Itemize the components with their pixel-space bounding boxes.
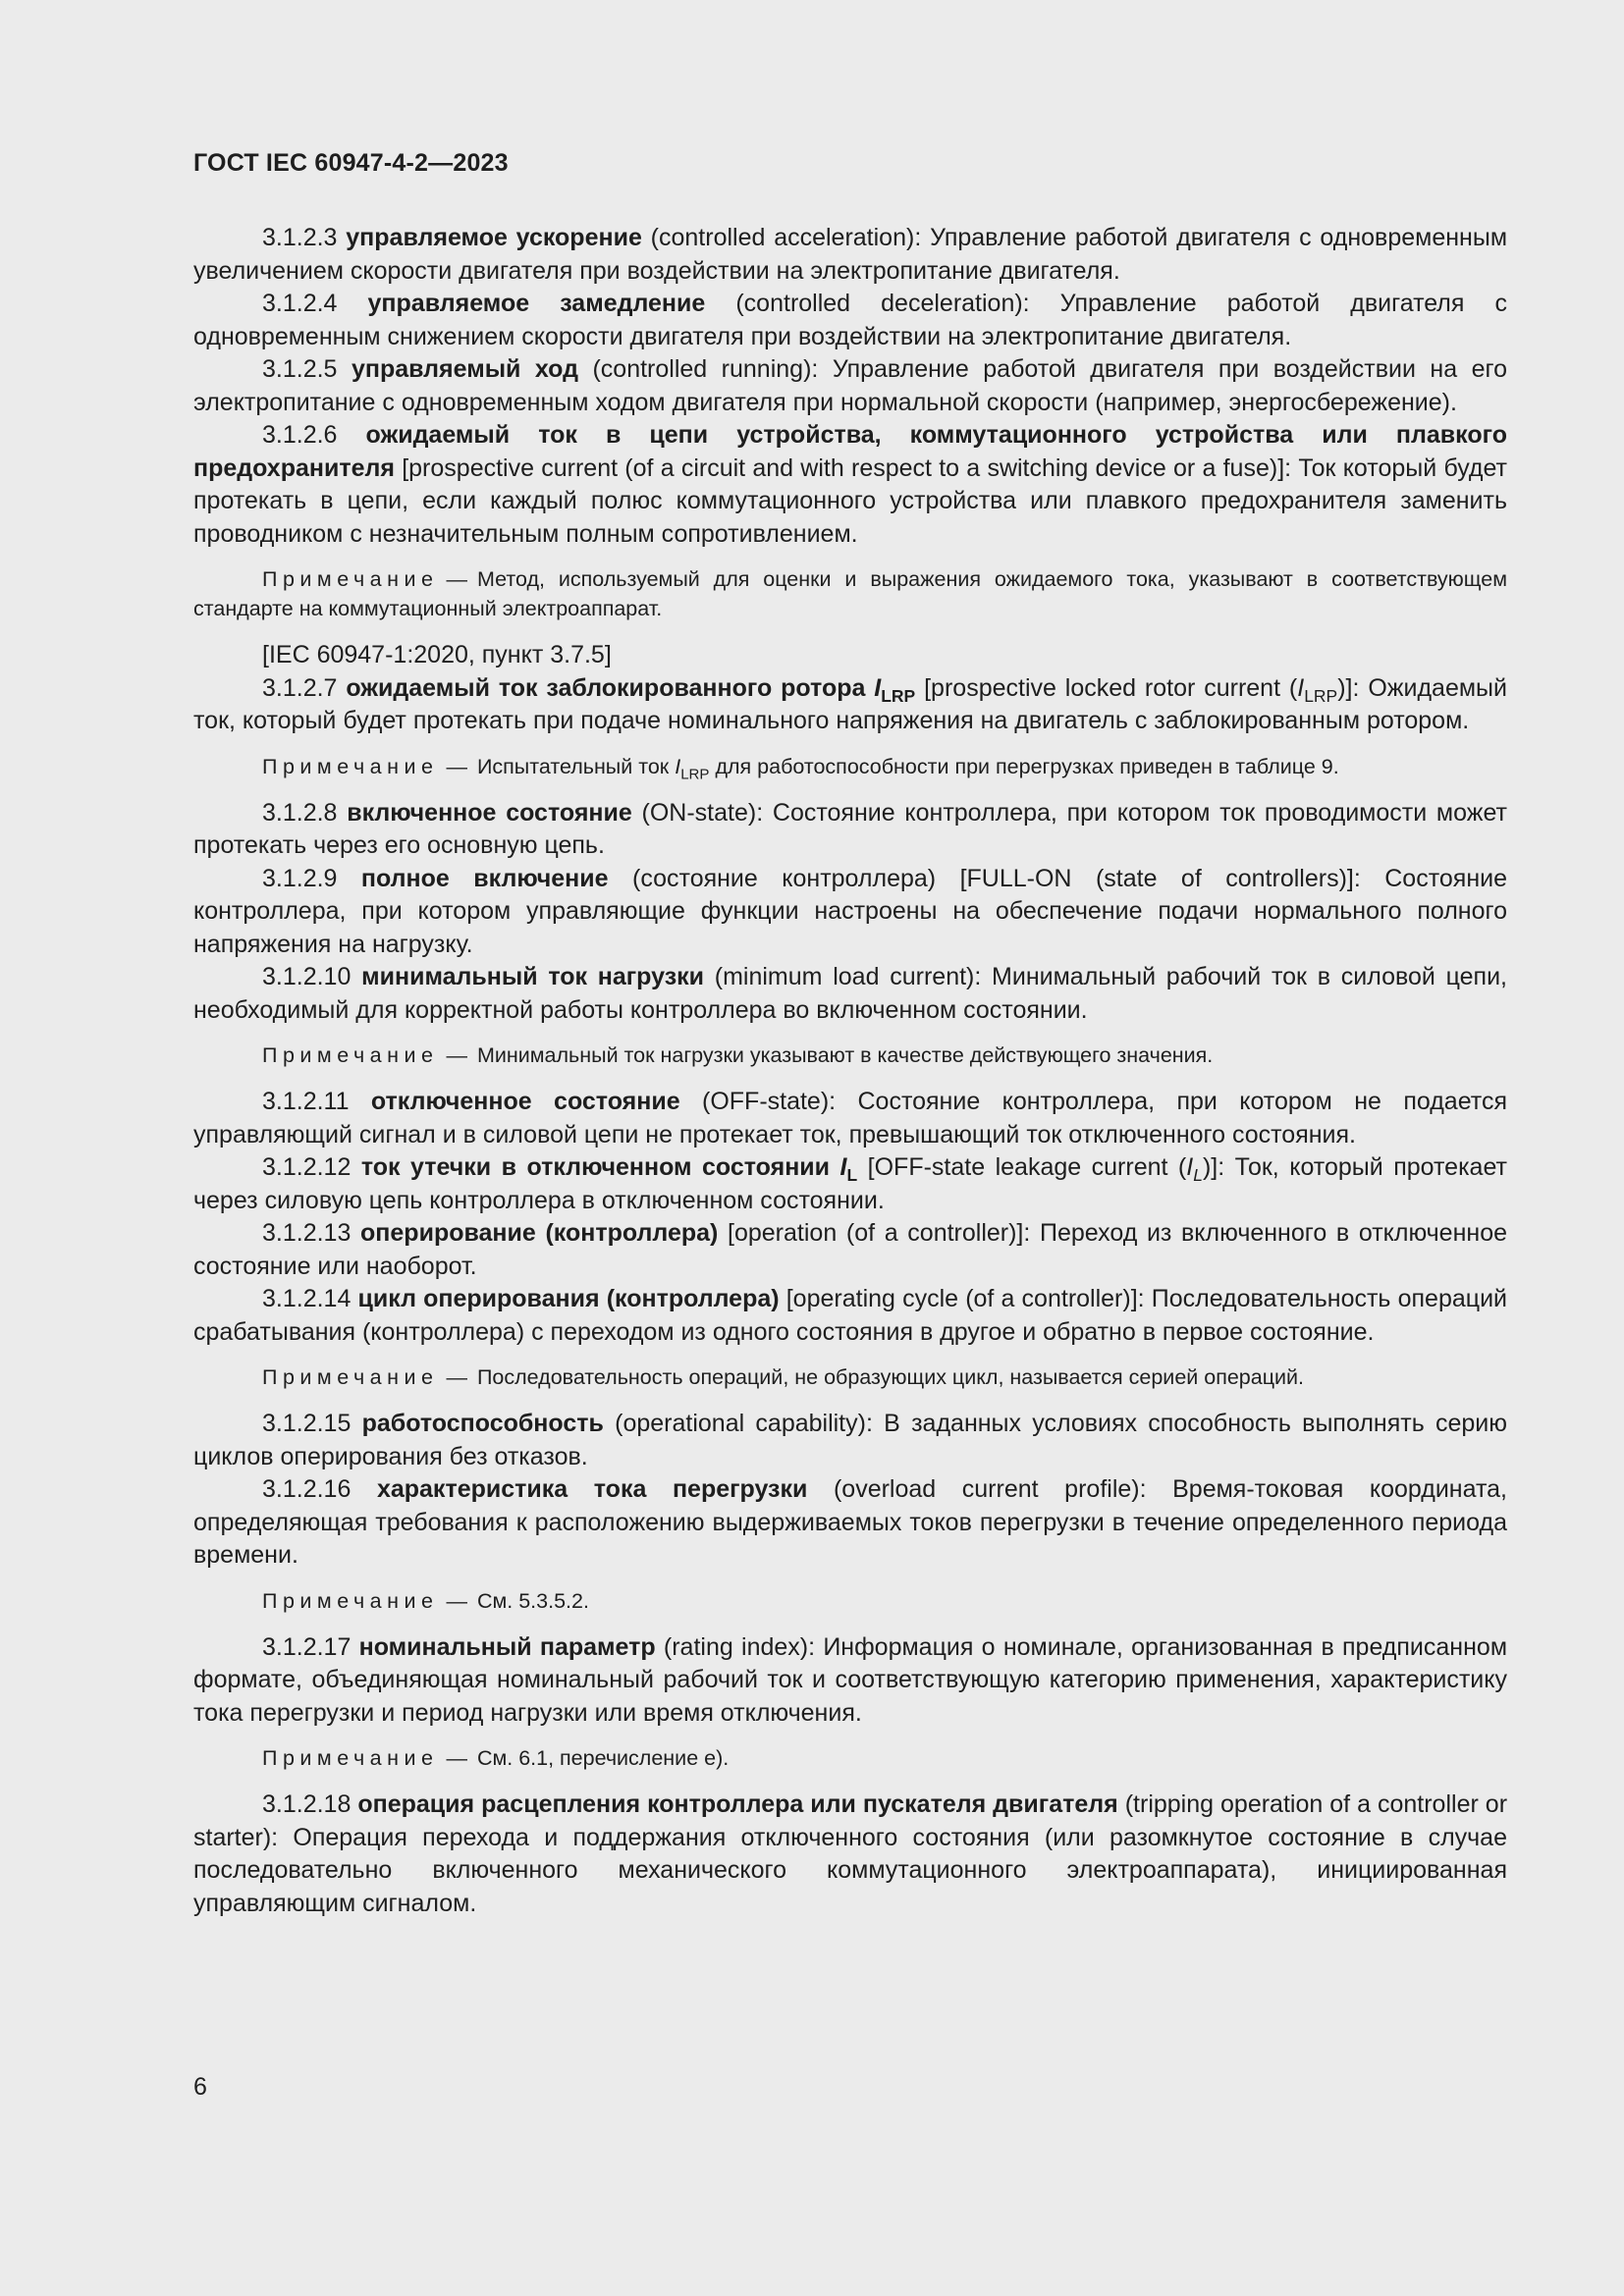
term-definition: (OFF-state): Состояние контроллера, при котором не подается управляющий сигнал и в силовой цепи не протекает ток, превышающий ток отключенного состояния.: [193, 1088, 1507, 1148]
note-text: Минимальный ток нагрузки указывают в качестве действующего значения.: [476, 1043, 1214, 1067]
term-entry-3-1-2-15: [193, 1408, 1507, 1473]
term-number: 3.1.2.11: [262, 1088, 350, 1115]
term-number: 3.1.2.17: [262, 1632, 352, 1661]
note-dash: —: [446, 1365, 467, 1389]
note-text: для работоспособности при перегрузках приведен в таблице 9.: [709, 754, 1339, 778]
term-name: управляемое замедление: [367, 290, 706, 317]
term-definition: [prospective locked rotor current (: [915, 673, 1298, 702]
term-number: 3.1.2.15: [262, 1410, 352, 1437]
source-reference: [IEC 60947-1:2020, пункт 3.7.5]: [262, 641, 612, 668]
term-entry-3-1-2-4: [193, 288, 1507, 353]
term-number: 3.1.2.6: [262, 421, 338, 449]
term-name: управляемое ускорение: [346, 224, 642, 251]
note-dash: —: [446, 1746, 467, 1770]
term-number: 3.1.2.13: [262, 1219, 352, 1247]
symbol: I: [1297, 673, 1305, 702]
term-number: 3.1.2.10: [262, 963, 352, 990]
note-dash: —: [446, 1043, 467, 1067]
note-label: Примечание: [262, 1043, 439, 1067]
term-name: минимальный ток нагрузки: [361, 963, 705, 990]
symbol-subscript: LRP: [680, 765, 710, 782]
term-definition: [operating cycle (of a controller)]: Последовательность операций срабатывания (контроллера) с переходом из одного состояния в другое и обратно в первое состояние.: [193, 1285, 1507, 1346]
symbol: I: [675, 754, 681, 778]
note-3-1-2-14: [193, 1362, 1507, 1392]
term-name: операция расцепления контроллера или пускателя двигателя: [357, 1790, 1118, 1818]
term-entry-3-1-2-18: [193, 1789, 1507, 1920]
term-entry-3-1-2-13: [193, 1217, 1507, 1283]
term-entry-3-1-2-16: [193, 1473, 1507, 1573]
term-definition: [operation (of a controller)]: Переход из включенного в отключенное состояние или наоборот.: [193, 1219, 1508, 1280]
term-name: отключенное состояние: [370, 1088, 680, 1115]
note-3-1-2-10: [193, 1041, 1507, 1070]
term-definition: )]: Ожидаемый ток, который будет протекать при подаче номинального напряжения на двигатель с заблокированным ротором.: [193, 673, 1507, 734]
note-label: Примечание: [262, 1365, 439, 1389]
note-text: См. 6.1, перечисление е).: [476, 1746, 730, 1770]
note-label: Примечание: [262, 1746, 439, 1770]
term-entry-3-1-2-7: [193, 672, 1507, 738]
term-definition: (controlled deceleration): Управление работой двигателя с одновременным снижением скорости двигателя при воздействии на электропитание двигателя.: [193, 290, 1507, 350]
note-3-1-2-17: [193, 1743, 1507, 1773]
term-name: ток утечки в отключенном состоянии: [360, 1153, 831, 1181]
term-name: ожидаемый ток заблокированного ротора: [346, 673, 866, 702]
term-definition: (состояние контроллера) [FULL-ON (state of controllers)]: Состояние контроллера, при котором управляющие функции настроены на обеспечение подачи нормального полного напряжения на нагрузку.: [193, 864, 1507, 958]
term-definition: (controlled acceleration): Управление работой двигателя с одновременным увеличением скорости двигателя при воздействии на электропитание двигателя.: [193, 224, 1508, 285]
term-name: ожидаемый ток в цепи устройства, коммутационного устройства или плавкого предохранителя: [193, 421, 1507, 482]
note-text: См. 5.3.5.2.: [476, 1588, 589, 1613]
term-entry-3-1-2-3: [193, 222, 1507, 288]
term-entry-3-1-2-8: [193, 797, 1507, 863]
term-definition: (tripping operation of a controller or starter): Операция перехода и поддержания отключенного состояния (или разомкнутое состояние в случае последовательно включенного механического коммутационного электроаппарата), инициированная управляющим сигналом.: [193, 1790, 1508, 1917]
document-body: [193, 222, 1507, 1920]
term-number: 3.1.2.18: [262, 1790, 352, 1818]
note-dash: —: [446, 567, 467, 591]
note-label: Примечание: [262, 567, 439, 591]
term-name: полное включение: [360, 864, 609, 892]
term-name: номинальный параметр: [358, 1632, 656, 1661]
term-number: 3.1.2.5: [262, 355, 338, 383]
term-definition: (overload current profile): Время-токовая координата, определяющая требования к расположению выдерживаемых токов перегрузки в течение определенного периода времени.: [193, 1475, 1507, 1569]
symbol: I: [1186, 1153, 1194, 1181]
term-entry-3-1-2-11: [193, 1086, 1507, 1151]
term-number: 3.1.2.14: [262, 1285, 352, 1312]
term-definition: )]: Ток, который протекает через силовую цепь контроллера в отключенном состоянии.: [193, 1153, 1507, 1214]
note-label: Примечание: [262, 754, 439, 778]
page-number: 6: [193, 2073, 207, 2101]
term-name: оперирование (контроллера): [360, 1219, 719, 1247]
note-3-1-2-16: [193, 1586, 1507, 1616]
note-3-1-2-6: [193, 564, 1507, 623]
note-dash: —: [446, 1588, 467, 1613]
symbol-subscript: L: [846, 1165, 858, 1186]
term-number: 3.1.2.8: [262, 798, 338, 827]
term-number: 3.1.2.16: [262, 1475, 352, 1503]
term-number: 3.1.2.9: [262, 864, 338, 892]
term-number: 3.1.2.4: [262, 290, 338, 317]
term-number: 3.1.2.7: [262, 673, 338, 702]
term-definition: (operational capability): В заданных условиях способность выполнять серию циклов оперирования без отказов.: [193, 1410, 1508, 1470]
term-number: 3.1.2.3: [262, 224, 338, 251]
term-entry-3-1-2-6: [193, 419, 1507, 551]
term-definition: (minimum load current): Минимальный рабочий ток в силовой цепи, необходимый для корректной работы контроллера во включенном состоянии.: [193, 963, 1508, 1024]
term-name: характеристика тока перегрузки: [376, 1475, 808, 1503]
term-entry-3-1-2-14: [193, 1283, 1507, 1349]
note-label: Примечание: [262, 1588, 439, 1613]
term-name: управляемый ход: [351, 355, 578, 383]
term-entry-3-1-2-17: [193, 1631, 1507, 1731]
symbol-subscript: L: [1193, 1165, 1203, 1186]
term-entry-3-1-2-12: [193, 1151, 1507, 1217]
symbol-subscript: LRP: [1304, 685, 1338, 706]
symbol: I: [839, 1153, 847, 1181]
symbol-subscript: LRP: [881, 685, 916, 706]
term-definition: [prospective current (of a circuit and with respect to a switching device or a fuse)]: Ток который будет протекать в цепи, если каждый полюс коммутационного устройства или плавкого предохранителя заменить проводником с незначительным полным сопротивлением.: [193, 454, 1507, 548]
term-entry-3-1-2-5: [193, 353, 1507, 419]
term-definition: (ON-state): Состояние контроллера, при котором ток проводимости может протекать через его основную цепь.: [193, 798, 1507, 859]
term-definition: [OFF-state leakage current (: [857, 1153, 1187, 1181]
note-3-1-2-7: [193, 752, 1507, 781]
document-header: ГОСТ IEC 60947-4-2—2023: [193, 149, 509, 177]
note-dash: —: [446, 754, 467, 778]
note-text: Метод, используемый для оценки и выражения ожидаемого тока, указывают в соответствующем стандарте на коммутационный электроаппарат.: [193, 567, 1507, 620]
term-name: цикл оперирования (контроллера): [357, 1285, 780, 1312]
term-name: включенное состояние: [347, 798, 632, 827]
term-entry-3-1-2-10: [193, 961, 1507, 1027]
term-number: 3.1.2.12: [262, 1153, 352, 1181]
term-entry-3-1-2-9: [193, 863, 1507, 962]
term-definition: (rating index): Информация о номинале, организованная в предписанном формате, объединяющая номинальный рабочий ток и соответствующую категорию применения, характеристику тока перегрузки и период нагрузки или время отключения.: [193, 1632, 1508, 1727]
term-definition: (controlled running): Управление работой двигателя при воздействии на его электропитание с одновременным ходом двигателя при нормальной скорости (например, энергосбережение).: [193, 355, 1507, 416]
symbol: I: [874, 673, 882, 702]
note-text: Последовательность операций, не образующих цикл, называется серией операций.: [476, 1365, 1305, 1389]
note-text: Испытательный ток: [476, 754, 676, 778]
term-name: работоспособность: [361, 1410, 604, 1437]
